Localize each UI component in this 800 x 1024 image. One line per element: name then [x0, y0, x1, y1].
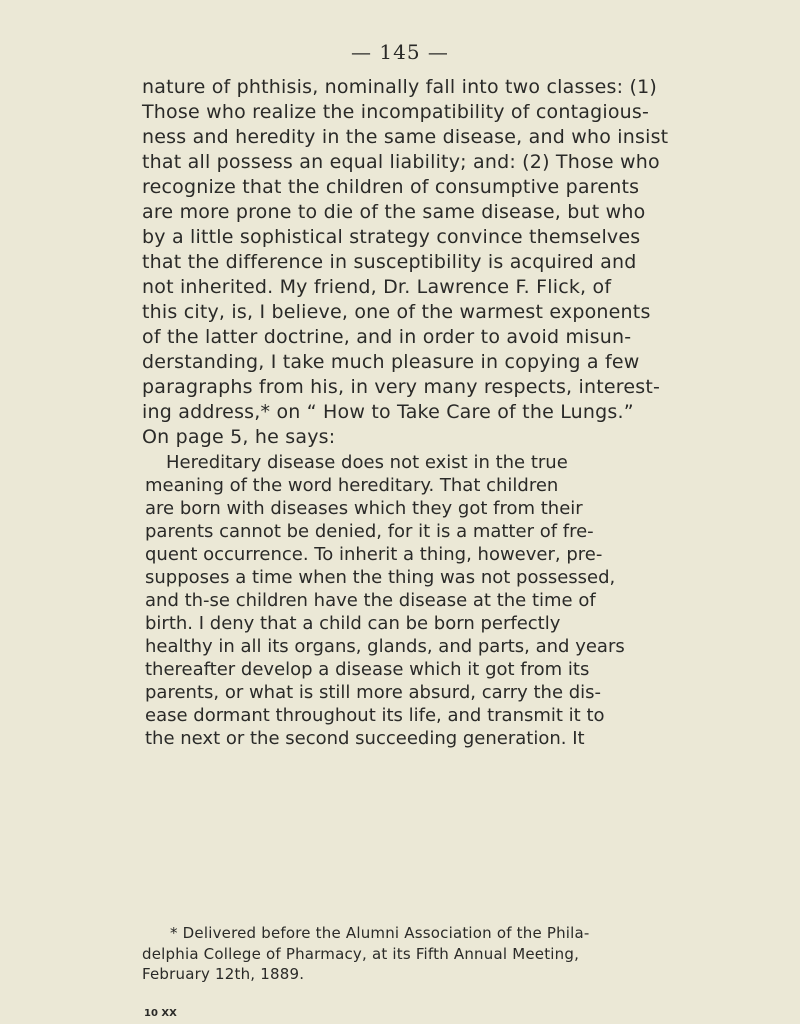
body-line: ness and heredity in the same disease, and who insist [142, 126, 669, 148]
body-line: of the latter doctrine, and in order to avoid misun- [142, 326, 632, 348]
quote-line: thereafter develop a disease which it got from its [145, 659, 590, 680]
footnote-line: February 12th, 1889. [142, 965, 305, 983]
quote-line: quent occurrence. To inherit a thing, however, pre- [145, 544, 603, 565]
quote-line: the next or the second succeeding generation. It [145, 728, 585, 749]
body-line: Those who realize the incompatibility of contagious- [142, 101, 650, 123]
quote-line: are born with diseases which they got from their [145, 498, 583, 519]
quote-line: parents, or what is still more absurd, carry the dis- [145, 682, 602, 703]
quote-line: and th-se children have the disease at the time of [145, 590, 596, 611]
body-line: recognize that the children of consumptive parents [142, 176, 640, 198]
quote-line: meaning of the word hereditary. That children [145, 475, 559, 496]
footnote-line: delphia College of Pharmacy, at its Fifth Annual Meeting, [142, 945, 580, 963]
body-line: nature of phthisis, nominally fall into two classes: (1) [142, 76, 657, 98]
body-line: derstanding, I take much pleasure in copying a few [142, 351, 640, 373]
quote-line: Hereditary disease does not exist in the true [166, 452, 568, 473]
printer-signature-mark: 10 XX [144, 1008, 177, 1019]
footnote-line: * Delivered before the Alumni Association of the Phila- [170, 924, 590, 942]
quote-line: parents cannot be denied, for it is a matter of fre- [145, 521, 594, 542]
body-line: this city, is, I believe, one of the warmest exponents [142, 301, 651, 323]
quote-line: supposes a time when the thing was not possessed, [145, 567, 616, 588]
body-line: are more prone to die of the same disease, but who [142, 201, 646, 223]
body-line: that all possess an equal liability; and: (2) Those who [142, 151, 660, 173]
body-line: On page 5, he says: [142, 426, 336, 448]
body-line: that the difference in susceptibility is acquired and [142, 251, 637, 273]
body-line: paragraphs from his, in very many respects, interest- [142, 376, 661, 398]
page-number: — 145 — [351, 40, 449, 64]
body-line: ing address,* on “ How to Take Care of the Lungs.” [142, 401, 634, 423]
quote-line: birth. I deny that a child can be born perfectly [145, 613, 561, 634]
quote-line: healthy in all its organs, glands, and parts, and years [145, 636, 625, 657]
quote-line: ease dormant throughout its life, and transmit it to [145, 705, 605, 726]
body-line: not inherited. My friend, Dr. Lawrence F. Flick, of [142, 276, 612, 298]
body-line: by a little sophistical strategy convince themselves [142, 226, 641, 248]
